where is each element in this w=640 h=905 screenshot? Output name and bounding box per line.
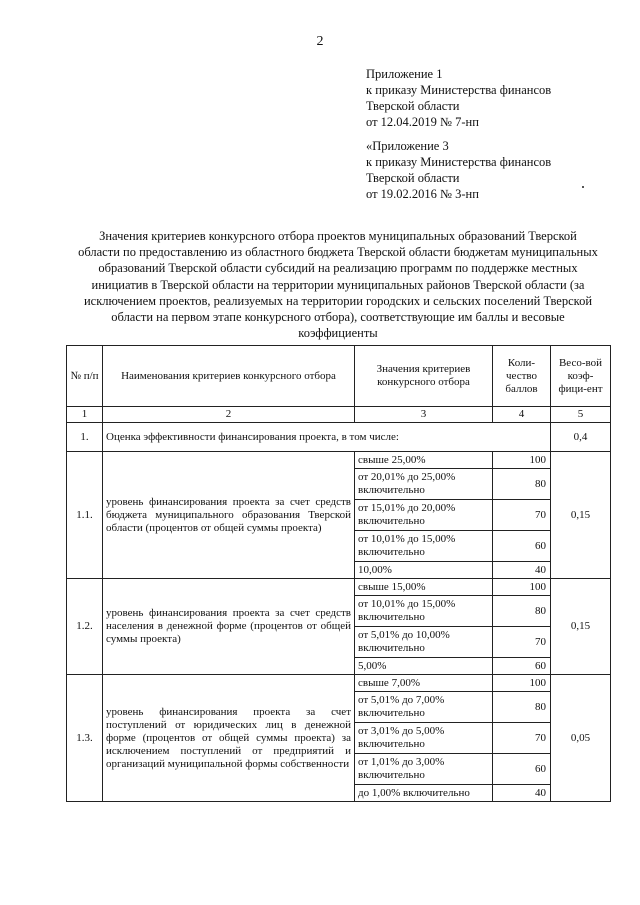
appendix-1-line: от 12.04.2019 № 7-нп [366, 115, 479, 129]
page-number: 2 [316, 34, 324, 49]
criterion-points: 70 [493, 500, 551, 531]
header-weight: Весо-вой коэф-фици-ент [551, 346, 611, 407]
document-title: Значения критериев конкурсного отбора проектов муниципальных образований Тверской области по предоставлению из областного бюджета Тверской области бюджетам муниципальных образований Тверской области субсидий на реализацию программ по поддержке местных инициатив в Тверской области на территории муниципальных районов Тверской области (за исключением проектов, реализуемых на территории городских и сельских поселений Тверской области на первом этапе конкурсного отбора), соответствующие им баллы и весовые коэффициенты [78, 229, 598, 341]
criterion-name: уровень финансирования проекта за счет средств населения в денежной форме (процентов от общей суммы проекта) [103, 579, 355, 675]
appendix-1-line: Тверской области [366, 99, 460, 113]
criterion-value: от 10,01% до 15,00% включительно [355, 596, 493, 627]
criterion-value: от 10,01% до 15,00% включительно [355, 531, 493, 562]
criterion-points: 80 [493, 692, 551, 723]
criterion-num: 1.3. [67, 675, 103, 802]
criterion-value: свыше 15,00% [355, 579, 493, 596]
appendix-3-line: Тверской области [366, 171, 460, 185]
column-number: 5 [551, 407, 611, 423]
appendix-3-line: от 19.02.2016 № 3-нп [366, 187, 479, 201]
criterion-weight: 0,05 [551, 675, 611, 802]
section-weight: 0,4 [551, 423, 611, 452]
criterion-value: до 1,00% включительно [355, 785, 493, 802]
criterion-value: свыше 25,00% [355, 452, 493, 469]
criterion-value: от 20,01% до 25,00% включительно [355, 469, 493, 500]
table-row [67, 579, 611, 596]
appendix-3-reference [366, 138, 551, 202]
criterion-value: 10,00% [355, 562, 493, 579]
criterion-points: 70 [493, 723, 551, 754]
criterion-points: 100 [493, 579, 551, 596]
criterion-points: 40 [493, 785, 551, 802]
criterion-value: от 1,01% до 3,00% включительно [355, 754, 493, 785]
appendix-1-line: Приложение 1 [366, 67, 443, 81]
appendix-3-line: к приказу Министерства финансов [366, 155, 552, 169]
criterion-value: от 15,01% до 20,00% включительно [355, 500, 493, 531]
criterion-value: 5,00% [355, 658, 493, 675]
criterion-points: 80 [493, 469, 551, 500]
criterion-points: 60 [493, 754, 551, 785]
criterion-weight: 0,15 [551, 452, 611, 579]
criterion-weight: 0,15 [551, 579, 611, 675]
table-row [67, 452, 611, 469]
header-points: Коли-чество баллов [493, 346, 551, 407]
table-header-row [67, 346, 611, 407]
column-number: 4 [493, 407, 551, 423]
criterion-value: от 5,01% до 10,00% включительно [355, 627, 493, 658]
criterion-name: уровень финансирования проекта за счет поступлений от юридических лиц в денежной форме (процентов от общей суммы проекта) за исключением поступлений от предприятий и организаций муниципальной формы собственности [103, 675, 355, 802]
criterion-num: 1.2. [67, 579, 103, 675]
section-row [67, 423, 611, 452]
column-number-row [67, 407, 611, 423]
criterion-points: 60 [493, 658, 551, 675]
section-num: 1. [67, 423, 103, 452]
header-num: № п/п [67, 346, 103, 407]
scan-dot-mark [582, 186, 584, 188]
criterion-value: свыше 7,00% [355, 675, 493, 692]
criterion-points: 80 [493, 596, 551, 627]
column-number: 3 [355, 407, 493, 423]
column-number: 1 [67, 407, 103, 423]
section-name: Оценка эффективности финансирования проекта, в том числе: [103, 423, 551, 452]
column-number: 2 [103, 407, 355, 423]
criterion-num: 1.1. [67, 452, 103, 579]
appendix-1-reference [366, 66, 551, 130]
criterion-name: уровень финансирования проекта за счет средств бюджета муниципального образования Тверской области (процентов от общей суммы проекта) [103, 452, 355, 579]
criterion-points: 100 [493, 675, 551, 692]
header-values: Значения критериев конкурсного отбора [355, 346, 493, 407]
table-row [67, 675, 611, 692]
header-name: Наименования критериев конкурсного отбора [103, 346, 355, 407]
criterion-value: от 5,01% до 7,00% включительно [355, 692, 493, 723]
appendix-1-line: к приказу Министерства финансов [366, 83, 552, 97]
criterion-points: 40 [493, 562, 551, 579]
criterion-points: 100 [493, 452, 551, 469]
criterion-points: 70 [493, 627, 551, 658]
appendix-3-line: «Приложение 3 [366, 139, 449, 153]
criteria-table [66, 345, 611, 802]
criterion-points: 60 [493, 531, 551, 562]
criterion-value: от 3,01% до 5,00% включительно [355, 723, 493, 754]
